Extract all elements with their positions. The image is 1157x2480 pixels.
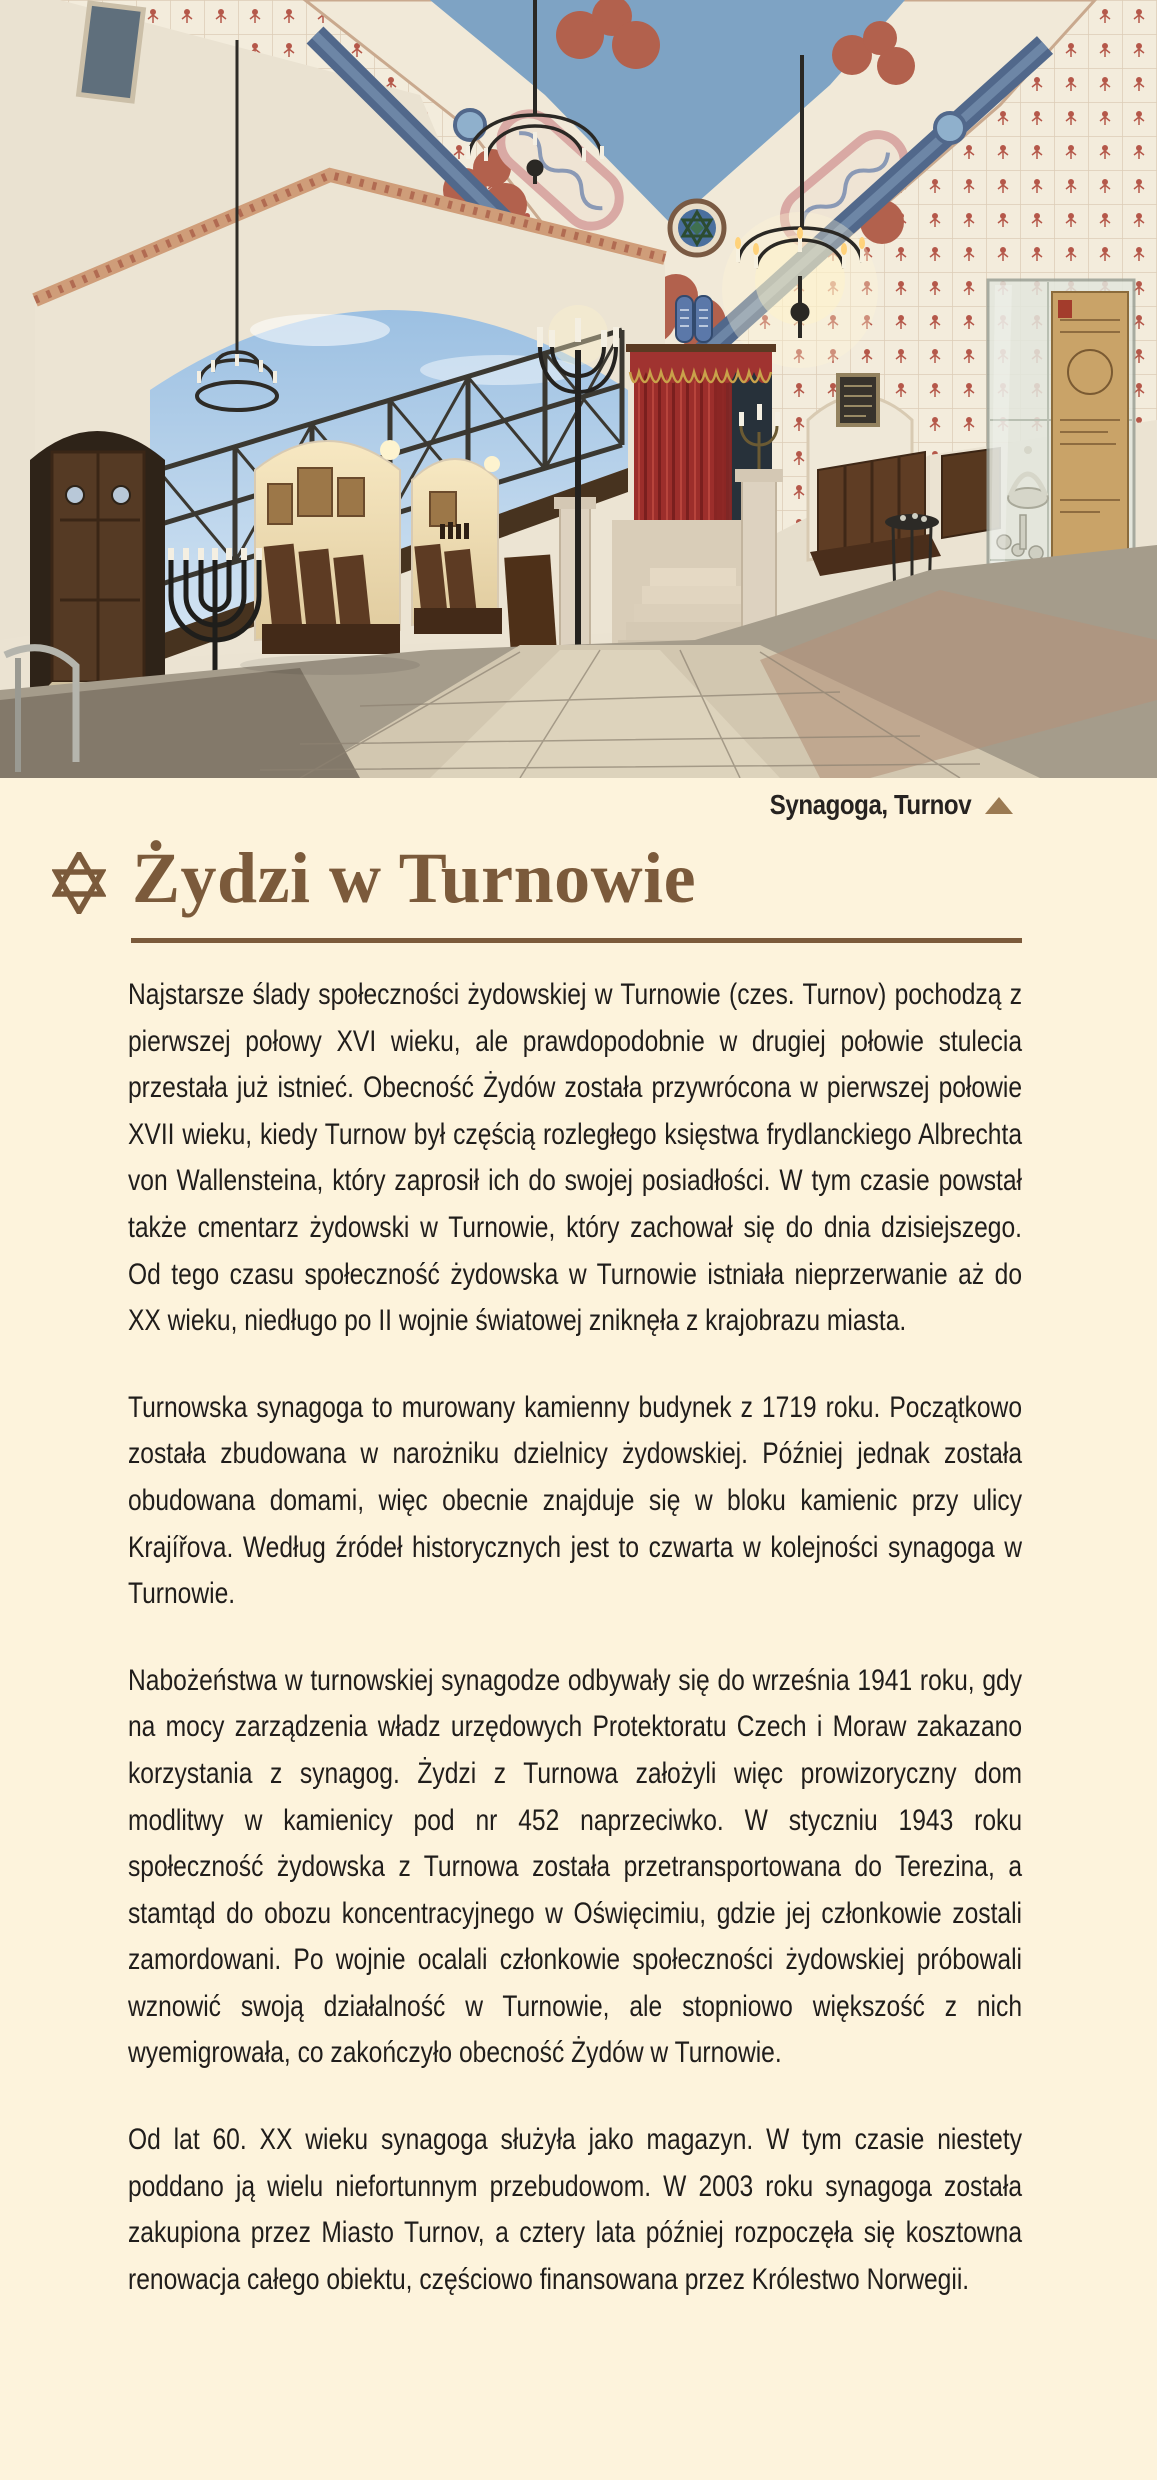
paragraph: Od lat 60. XX wieku synagoga służyła jako magazyn. W tym czasie niestety poddano ją wielu niefortunnym przebudowom. W 2003 roku synagoga została zakupiona przez Miasto Turnov, a cztery lata później rozpoczęła się kosztowna renowacja całego obiektu, częściowo finansowana przez Królestwo Norwegii. <box>128 2123 1023 2296</box>
paragraph: Najstarsze ślady społeczności żydowskiej w Turnowie (czes. Turnov) pochodzą z pierwszej połowy XVI wieku, ale prawdopodobnie w drugiej połowie stulecia przestała już istnieć. Obecność Żydów została przywrócona w pierwszej połowie XVII wieku, kiedy Turnow był częścią rozległego księstwa frydlanckiego Albrechta von Wallensteina, który zaprosił ich do swojej posiadłości. W tym czasie powstał także cmentarz żydowski w Turnowie, który zachował się do dnia dzisiejszego. Od tego czasu społeczność żydowska w Turnowie istniała nieprzerwanie aż do XX wieku, niedługo po II wojnie światowej zniknęła z krajobrazu miasta. <box>128 978 1023 1338</box>
article-header <box>52 840 696 919</box>
photo-caption-text: Synagoga, Turnov <box>769 789 971 820</box>
page-title: Żydzi w Turnowie <box>132 838 697 918</box>
photo-caption <box>737 788 1013 822</box>
skylight-window <box>79 3 144 101</box>
article-body <box>128 972 1022 2343</box>
synagogue-photo-illustration <box>0 0 1157 778</box>
caption-arrow-icon <box>985 797 1013 814</box>
star-of-david-icon <box>52 852 106 919</box>
title-divider <box>131 938 1022 943</box>
paragraph: Turnowska synagoga to murowany kamienny budynek z 1719 roku. Początkowo została zbudowana w narożniku dzielnicy żydowskiej. Później jednak została obudowana domami, więc obecnie znajduje się w bloku kamienic przy ulicy Krajířova. Według źródeł historycznych jest to czwarta w kolejności synagoga w Turnowie. <box>128 1390 1023 1611</box>
memorial-plaque <box>838 375 878 425</box>
entrance-door <box>30 431 165 705</box>
paragraph: Nabożeństwa w turnowskiej synagodze odbywały się do września 1941 roku, gdy na mocy zarządzenia władz urzędowych Protektoratu Czech i Moraw zakazano korzystania z synagog. Żydzi z Turnowa założyli więc prowizoryczny dom modlitwy w kamienicy pod nr 452 naprzeciwko. W styczniu 1943 roku społeczność żydowska z Turnowa została przetransportowana do Terezina, a stamtąd do obozu koncentracyjnego w Oświęcimiu, gdzie jej członkowie zostali zamordowani. Po wojnie ocalali członkowie społeczności żydowskiej próbowali wznowić swoją działalność w Turnowie, ale stopniowo większość z nich wyemigrowała, co zakończyło obecność Żydów w Turnowie. <box>128 1663 1023 2070</box>
star-of-david-window <box>670 201 724 255</box>
synagogue-interior-photo <box>0 0 1157 778</box>
